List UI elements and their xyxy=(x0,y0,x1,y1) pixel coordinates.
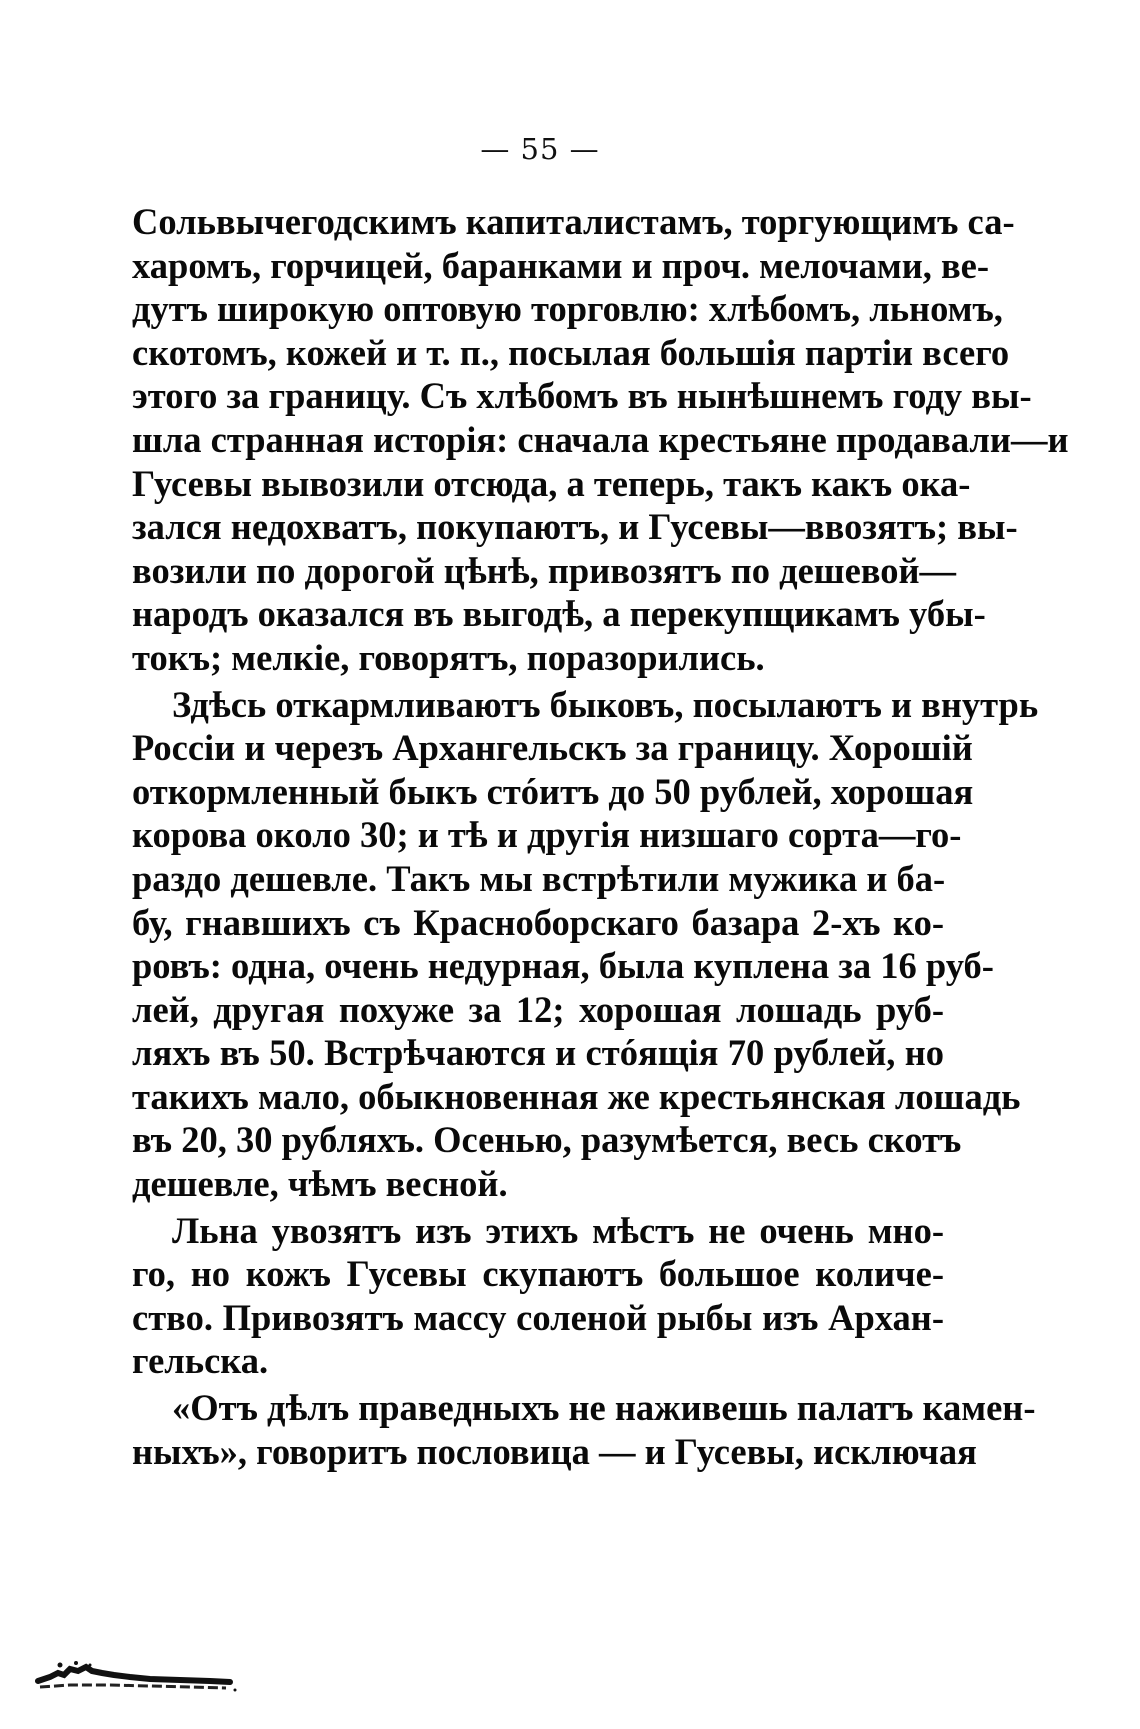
text-line: «Отъ дѣлъ праведныхъ не наживешь палатъ камен- xyxy=(172,1387,1036,1429)
text-line: этого за границу. Съ хлѣбомъ въ нынѣшнемъ году вы- xyxy=(132,375,1032,417)
text-line: въ 20, 30 рубляхъ. Осенью, разумѣется, весь скотъ xyxy=(132,1119,962,1161)
text-line: такихъ мало, обыкновенная же крестьянская лошадь xyxy=(132,1075,1021,1117)
text-line: ныхъ», говоритъ пословица — и Гусевы, исключая xyxy=(132,1430,977,1472)
text-line: лей, другая похуже за 12; хорошая лошадь руб- xyxy=(132,988,944,1030)
text-line: токъ; мелкіе, говорятъ, поразорились. xyxy=(132,636,765,678)
text-line: раздо дешевле. Такъ мы встрѣтили мужика и ба- xyxy=(132,857,946,899)
text-line: бу, гнавшихъ съ Красноборскаго базара 2-хъ ко- xyxy=(132,901,944,943)
text-line: дешевле, чѣмъ весной. xyxy=(132,1163,508,1205)
text-line: ство. Привозятъ массу соленой рыбы изъ Архан- xyxy=(132,1296,944,1338)
paragraph-1 xyxy=(132,200,1069,680)
text-line: ровъ: одна, очень недурная, была куплена за 16 руб- xyxy=(132,945,994,987)
page-number: — 55 — xyxy=(480,132,600,166)
printer-smudge-ornament xyxy=(30,1655,250,1695)
text-line: откормленный быкъ стóитъ до 50 рублей, хорошая xyxy=(132,770,974,812)
text-line: дутъ широкую оптовую торговлю: хлѣбомъ, льномъ, xyxy=(132,288,1003,330)
text-line: Здѣсь откармливаютъ быковъ, посылаютъ и внутрь xyxy=(172,683,1039,725)
text-line: скотомъ, кожей и т. п., посылая большія партіи всего xyxy=(132,331,1010,373)
paragraph-2 xyxy=(132,683,1039,1206)
text-line: шла странная исторія: сначала крестьяне продавали—и xyxy=(132,418,1069,460)
paragraph-4 xyxy=(132,1386,1036,1473)
text-line: Льна увозятъ изъ этихъ мѣстъ не очень мно- xyxy=(172,1209,944,1251)
body-text xyxy=(132,200,1069,1473)
text-line: зался недохватъ, покупаютъ, и Гусевы—ввозятъ; вы- xyxy=(132,506,1018,548)
text-line: возили по дорогой цѣнѣ, привозятъ по дешевой— xyxy=(132,549,957,591)
text-line: харомъ, горчицей, баранками и проч. мелочами, ве- xyxy=(132,244,990,286)
text-line: корова около 30; и тѣ и другія низшаго сорта—го- xyxy=(132,814,962,856)
text-line: ляхъ въ 50. Встрѣчаются и стóящія 70 рублей, но xyxy=(132,1032,944,1074)
text-line: Гусевы вывозили отсюда, а теперь, такъ какъ ока- xyxy=(132,462,971,504)
text-line: гельска. xyxy=(132,1340,269,1382)
text-line: Сольвычегодскимъ капиталистамъ, торгующимъ са- xyxy=(132,201,1015,242)
paragraph-3 xyxy=(132,1209,944,1383)
text-line: го, но кожъ Гусевы скупаютъ большое количе- xyxy=(132,1253,944,1295)
text-line: народъ оказался въ выгодѣ, а перекупщикамъ убы- xyxy=(132,593,986,635)
text-line: Россіи и черезъ Архангельскъ за границу. Хорошій xyxy=(132,727,973,769)
